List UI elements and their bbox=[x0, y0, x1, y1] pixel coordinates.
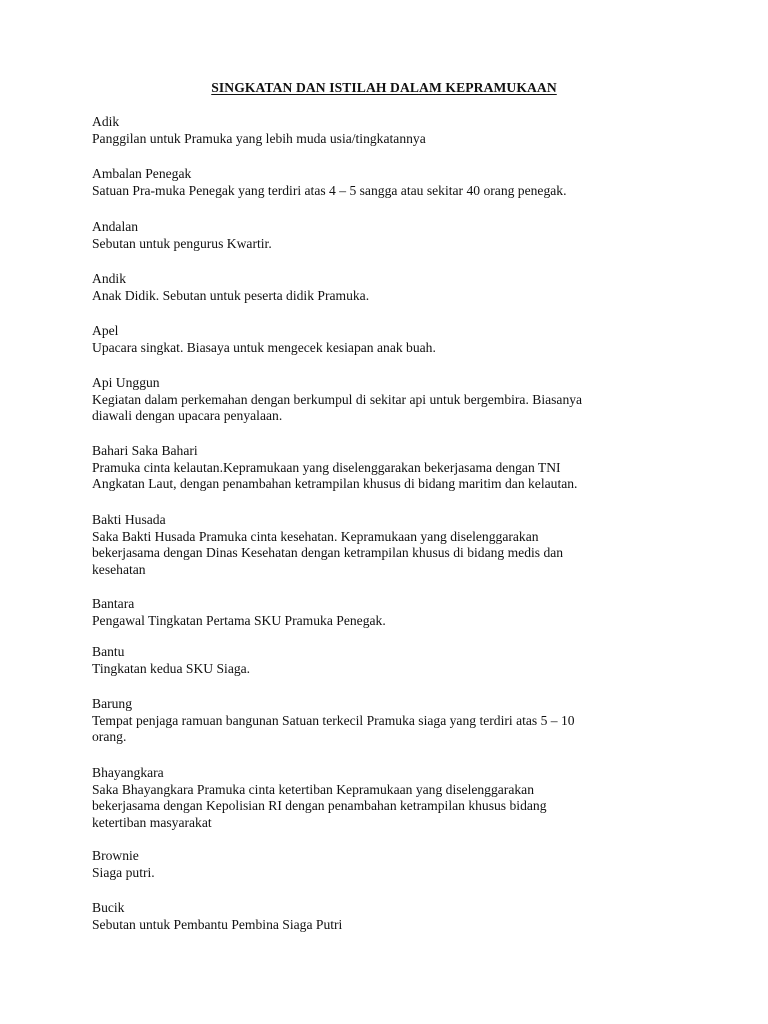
entry-definition: Tingkatan kedua SKU Siaga. bbox=[92, 660, 251, 676]
entry-term: Api Unggun bbox=[92, 375, 160, 390]
entry-term: Brownie bbox=[92, 848, 139, 863]
glossary-entry bbox=[92, 166, 692, 199]
entry-term: Adik bbox=[92, 114, 120, 129]
glossary-entry bbox=[92, 323, 692, 356]
glossary-entry bbox=[92, 596, 692, 629]
entry-term: Andik bbox=[92, 271, 126, 286]
entry-definition: Panggilan untuk Pramuka yang lebih muda usia/tingkatannya bbox=[92, 130, 426, 146]
entry-definition: Saka Bhayangkara Pramuka cinta ketertiban Kepramukaan yang diselenggarakan bekerjasama dengan Kepolisian RI dengan penambahan ketrampilan khusus bidang ketertiban masyarakat bbox=[92, 781, 547, 830]
glossary-entry bbox=[92, 644, 692, 677]
entry-definition: Kegiatan dalam perkemahan dengan berkumpul di sekitar api untuk bergembira. Biasanya diawali dengan upacara penyalaan. bbox=[92, 391, 583, 423]
entry-definition: Tempat penjaga ramuan bangunan Satuan terkecil Pramuka siaga yang terdiri atas 5 – 10 orang. bbox=[92, 712, 575, 744]
glossary-entry bbox=[92, 375, 692, 425]
glossary-entry bbox=[92, 443, 692, 493]
entry-term: Ambalan Penegak bbox=[92, 166, 192, 181]
entry-definition: Siaga putri. bbox=[92, 864, 155, 880]
entry-term: Andalan bbox=[92, 219, 139, 234]
entry-term: Bantu bbox=[92, 644, 125, 659]
entry-definition: Anak Didik. Sebutan untuk peserta didik Pramuka. bbox=[92, 287, 370, 303]
entry-term: Bahari Saka Bahari bbox=[92, 443, 198, 458]
glossary-entry bbox=[92, 114, 692, 147]
glossary-entry bbox=[92, 512, 692, 578]
entry-definition: Sebutan untuk pengurus Kwartir. bbox=[92, 235, 272, 251]
entry-definition: Sebutan untuk Pembantu Pembina Siaga Putri bbox=[92, 916, 343, 932]
entry-definition: Satuan Pra-muka Penegak yang terdiri atas 4 – 5 sangga atau sekitar 40 orang penegak. bbox=[92, 182, 567, 198]
entry-definition: Pengawal Tingkatan Pertama SKU Pramuka Penegak. bbox=[92, 612, 386, 628]
entry-term: Bakti Husada bbox=[92, 512, 166, 527]
glossary-entry bbox=[92, 848, 692, 881]
glossary-entry bbox=[92, 765, 692, 831]
entry-term: Bhayangkara bbox=[92, 765, 164, 780]
glossary-entry bbox=[92, 696, 692, 746]
glossary-entry bbox=[92, 900, 692, 933]
glossary-entry bbox=[92, 219, 692, 252]
entry-definition: Upacara singkat. Biasaya untuk mengecek kesiapan anak buah. bbox=[92, 339, 436, 355]
entry-definition: Saka Bakti Husada Pramuka cinta kesehatan. Kepramukaan yang diselenggarakan bekerjasama dengan Dinas Kesehatan dengan ketrampilan khusus di bidang medis dan kesehatan bbox=[92, 528, 564, 577]
document-title: SINGKATAN DAN ISTILAH DALAM KEPRAMUKAAN bbox=[211, 80, 557, 95]
entry-term: Barung bbox=[92, 696, 133, 711]
entry-term: Apel bbox=[92, 323, 119, 338]
entry-definition: Pramuka cinta kelautan.Kepramukaan yang diselenggarakan bekerjasama dengan TNI Angkatan Laut, dengan penambahan ketrampilan khusus di bidang maritim dan kelautan. bbox=[92, 459, 578, 491]
glossary-entry bbox=[92, 271, 692, 304]
entry-term: Bucik bbox=[92, 900, 125, 915]
entry-term: Bantara bbox=[92, 596, 135, 611]
